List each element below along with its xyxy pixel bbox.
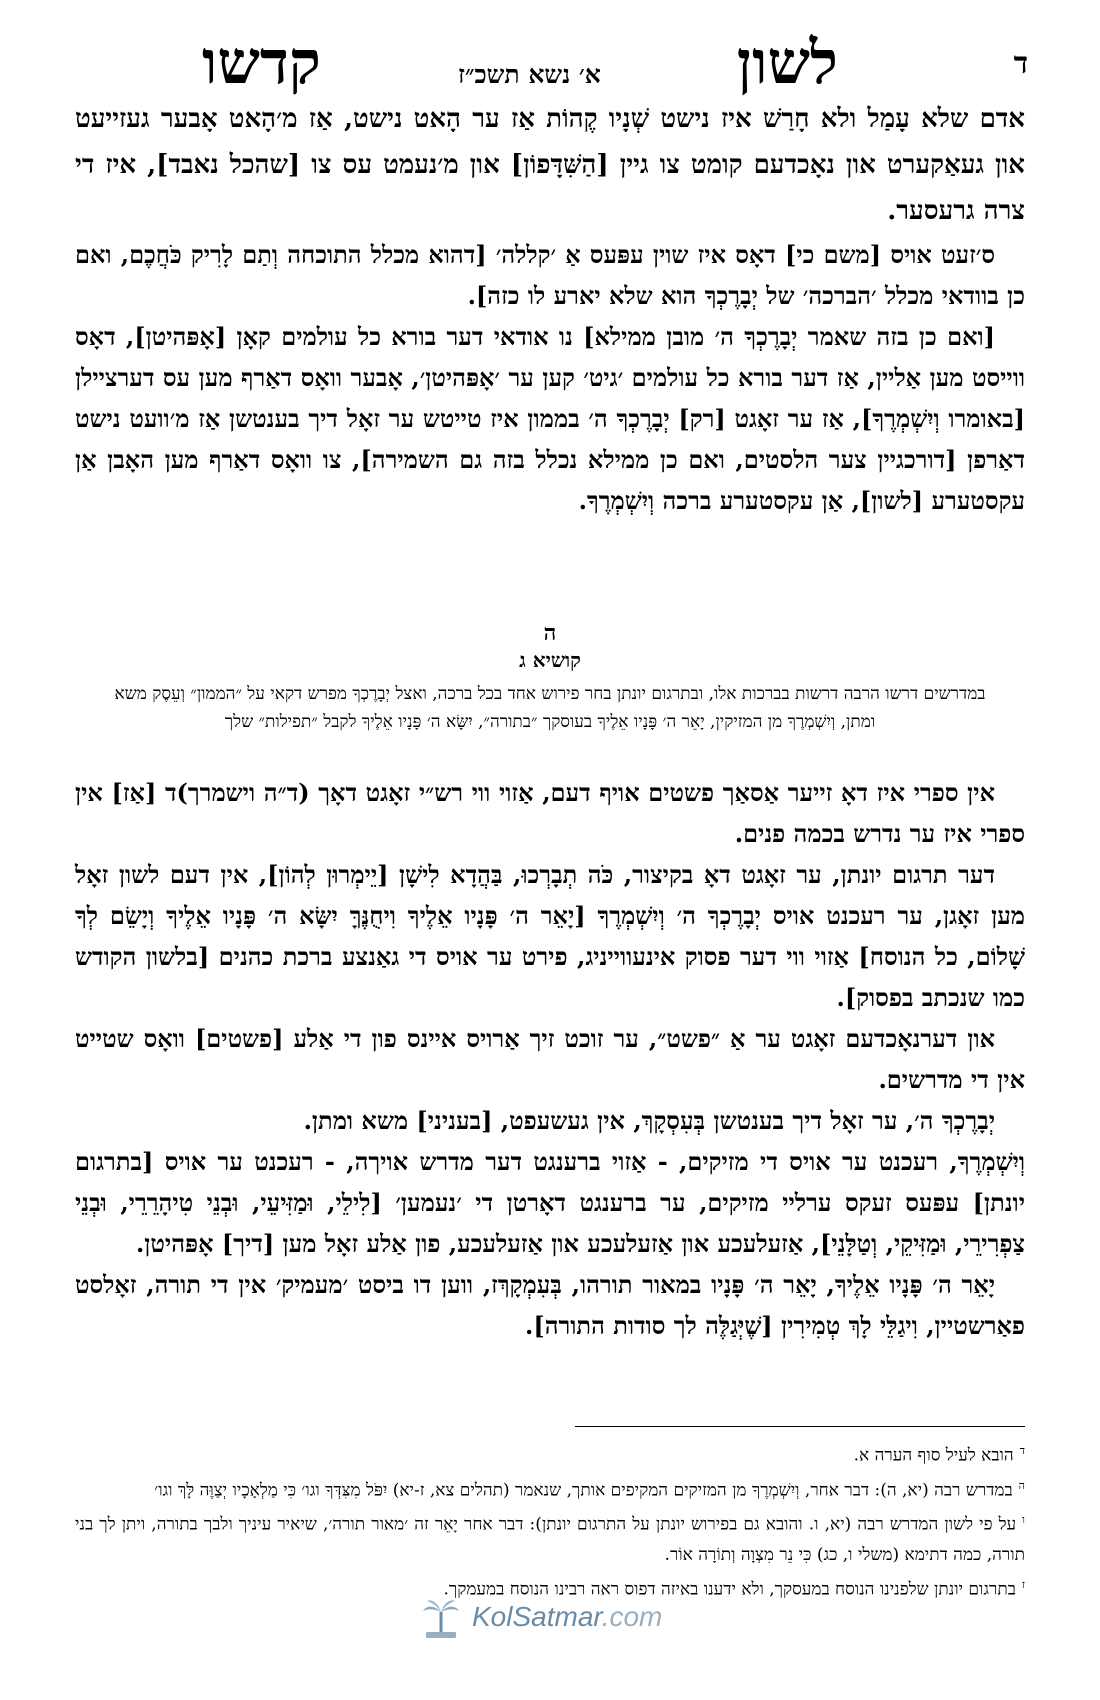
footnote-divider [575, 1426, 1025, 1427]
footnote [75, 1436, 1025, 1471]
running-title-right: לשון [736, 28, 838, 98]
palm-tree-book-icon [418, 1594, 464, 1640]
footnotes [75, 1436, 1025, 1605]
footnote-mark: ז [1021, 1577, 1025, 1591]
watermark-text: KolSatmar.com [472, 1601, 663, 1632]
section-title: קושיא ג [519, 648, 581, 672]
footnote-mark: ו [1022, 1513, 1025, 1527]
paragraph: דער תרגום יונתן, ער זאָגט דאָ בקיצור, כֹּה תְבָרְכוּ, בַּהֲדָא לִישָׁן [יֵימְרוּן לְהוֹן], אין דעם לשון זאָל מען זאָגן, ער רעכנט אויס יְבָרֶכְךָ ה׳ וְיִשְׁמְרֶךָ [יָאֵר ה׳ פָּנָיו אֵלֶיךָ וִיחֻנֶּךָּ יִשָּׂא ה׳ פָּנָיו אֵלֶיךָ וְיָשֵׂם לְךָ שָׁלוֹם, כל הנוסח] אַזוי ווי דער פסוק אינעווייניג, פירט ער אויס די גאַנצע ברכת כהנים [בלשון הקודש כמו שנכתב בפסוק]. [75, 860, 1025, 1012]
footnote-mark: ה [1018, 1478, 1025, 1492]
footnote-text: הובא לעיל סוף הערה א. [853, 1445, 1014, 1466]
footnote [75, 1505, 1025, 1570]
paragraph: יָאֵר ה׳ פָּנָיו אֵלֶיךָ, יָאֵר ה׳ פָּנָיו במאור תורהו, בְּעִמְקָךְז, ווען דו ביסט ׳מעמיק׳ אין די תורה, זאָלסט פאַרשטיין, וִיגַלֵּי לָךְ טְמִירִין [שֶׁיְּגַלֶּה לך סודות התורה]. [75, 1270, 1025, 1340]
footnote-mark: ד [1019, 1444, 1025, 1457]
intro-text [75, 96, 1025, 521]
paragraph: און דערנאָכדעם זאָגט ער אַ ״פשט״, ער זוכט זיך אַרויס איינס פון די אַלע [פשטים] וואָס שטייט אין די מדרשים. [75, 1024, 1025, 1094]
running-title-left: קדשו [202, 28, 321, 98]
paragraph: אין ספרי איז דאָ זייער אַסאַך פשטים אויף דעם, אַזוי ווי רש״י זאָגט דאָך (ד״ה וישמרך)ד [אַז] אין ספרי איז ער נדרש בכמה פנים. [75, 778, 1025, 848]
section-letter: ה [543, 620, 557, 646]
footnote-text: על פי לשון המדרש רבה (יא, ו. והובא גם בפירוש יונתן על התרגום יונתן): דבר אחר יָאֵר זה ׳מאור תורה׳, שיאיר עיניך ולבך בתורה, ויתן לך בני תורה, כמה דתימא (משלי ו, כג) כִּי נֵר מִצְוָה וְתוֹרָה אוֹר. [75, 1514, 1025, 1565]
watermark [418, 1594, 662, 1640]
paragraph: ס׳זעט אויס [משם כי] דאָס איז שוין עפּעס אַ ׳קללה׳ [דהוא מכלל התוכחה וְתַם לָרִיק כֹּחֲכֶם, ואם כן בוודאי מכלל ׳הברכה׳ של יְבָרֶכְךָ הוא שלא יארע לו כזה]. [75, 240, 1025, 310]
paragraph: וְיִשְׁמְרֶךָ, רעכנט ער אויס די מזיקים, - אַזוי ברענגט דער מדרש אויךה, - רעכנט ער אויס [בתרגום יונתן] עפּעס זעקס ערליי מזיקים, ער ברענגט דאָרטן די ׳נעמען׳ [לִילֵי, וּמַזִּיעֵי, וּבְנֵי טִיהָרֵרֵי, וּבְנֵי צַפְרִירֵי, וּמַזִּיקֵי, וְטַלָּנֵי], אַזעלעכע און אַזעלעכע און אַזעלעכע, פון אַלע זאָל מען [דיך] אָפּהיטן. [75, 1147, 1025, 1258]
page-number: ד [1013, 46, 1028, 81]
paragraph: [ואם כן בזה שאמר יְבָרֶכְךָ ה׳ מובן ממילא] נו אודאי דער בורא כל עולמים קאָן [אָפּהיטן], דאָס ווייסט מען אַליין, אַז דער בורא כל עולמים ׳גיט׳ קען ער ׳אָפּהיטן׳, אָבער וואָס דאַרף מען עס דערציילן [באומרו וְיִשְׁמְרֶךָ], אַז ער זאָגט [רק] יְבָרֶכְךָ ה׳ בממון איז טייטש ער זאָל דיך בענטשן אַז מ׳וועט נישט דאַרפן [דורכגיין צער הלסטים, ואם כן ממילא נכלל בזה גם השמירה], צו וואָס דאַרף מען האָבן אַן עקסטערע [לשון], אַן עקסטערע ברכה וְיִשְׁמְרֶךָ. [75, 322, 1026, 515]
footnote-text: בתרגום יונתן שלפנינו הנוסח במעסקך, ולא ידענו באיזה דפוס ראה רבינו הנוסח במעמקך. [443, 1579, 1016, 1600]
paragraph: יְבָרֶכְךָ ה׳, ער זאָל דיך בענטשן בְּעִסְקָךְ, אין געשעפט, [בעניני] משא ומתן. [303, 1106, 995, 1135]
footnote-text: במדרש רבה (יא, ה): דבר אחר, וְיִשְׁמְרֶךָ מן המזיקים המקיפים אותך, שנאמר (תהלים צא, ז-יא) יִפֹּל מִצִּדְּךָ וגו׳ כִּי מַלְאָכָיו יְצַוֶּה לָּךְ וגו׳ [154, 1480, 1013, 1501]
parsha-label: א׳ נשא תשכ״ז [458, 60, 601, 89]
section-intro: במדרשים דרשו הרבה דרשות בברכות אלו, ובתרגום יונתן בחר פירוש אחד בכל ברכה, ואצל יְבָרֶכְךָ מפרש דקאי על ״הממון״ וְעֵסֶק משא ומתן, וְיִשְׁמְרֶךָ מן המזיקין, יָאֵר ה׳ פָּנָיו אֵלֶיךָ בעוסקך ״בתורה״, יִשָּׂא ה׳ פָּנָיו אֵלֶיךָ לקבל ״תפילות״ שלך [114, 684, 986, 732]
footnote [75, 1471, 1025, 1506]
section-text [75, 772, 1025, 1346]
paragraph: אדם שלא עָמַל ולא חָרַשׁ איז נישט שְׁנָיו קֶהוֹת אַז ער הָאט נישט, אַז מ׳הָאט אָבער געזייעט און געאַקערט און נאָכדעם קומט צו גיין [הַשִּׁדָּפוֹן] און מ׳נעמט עס צו [שהכל נאבד], איז די צרה גרעסער. [75, 104, 1025, 226]
